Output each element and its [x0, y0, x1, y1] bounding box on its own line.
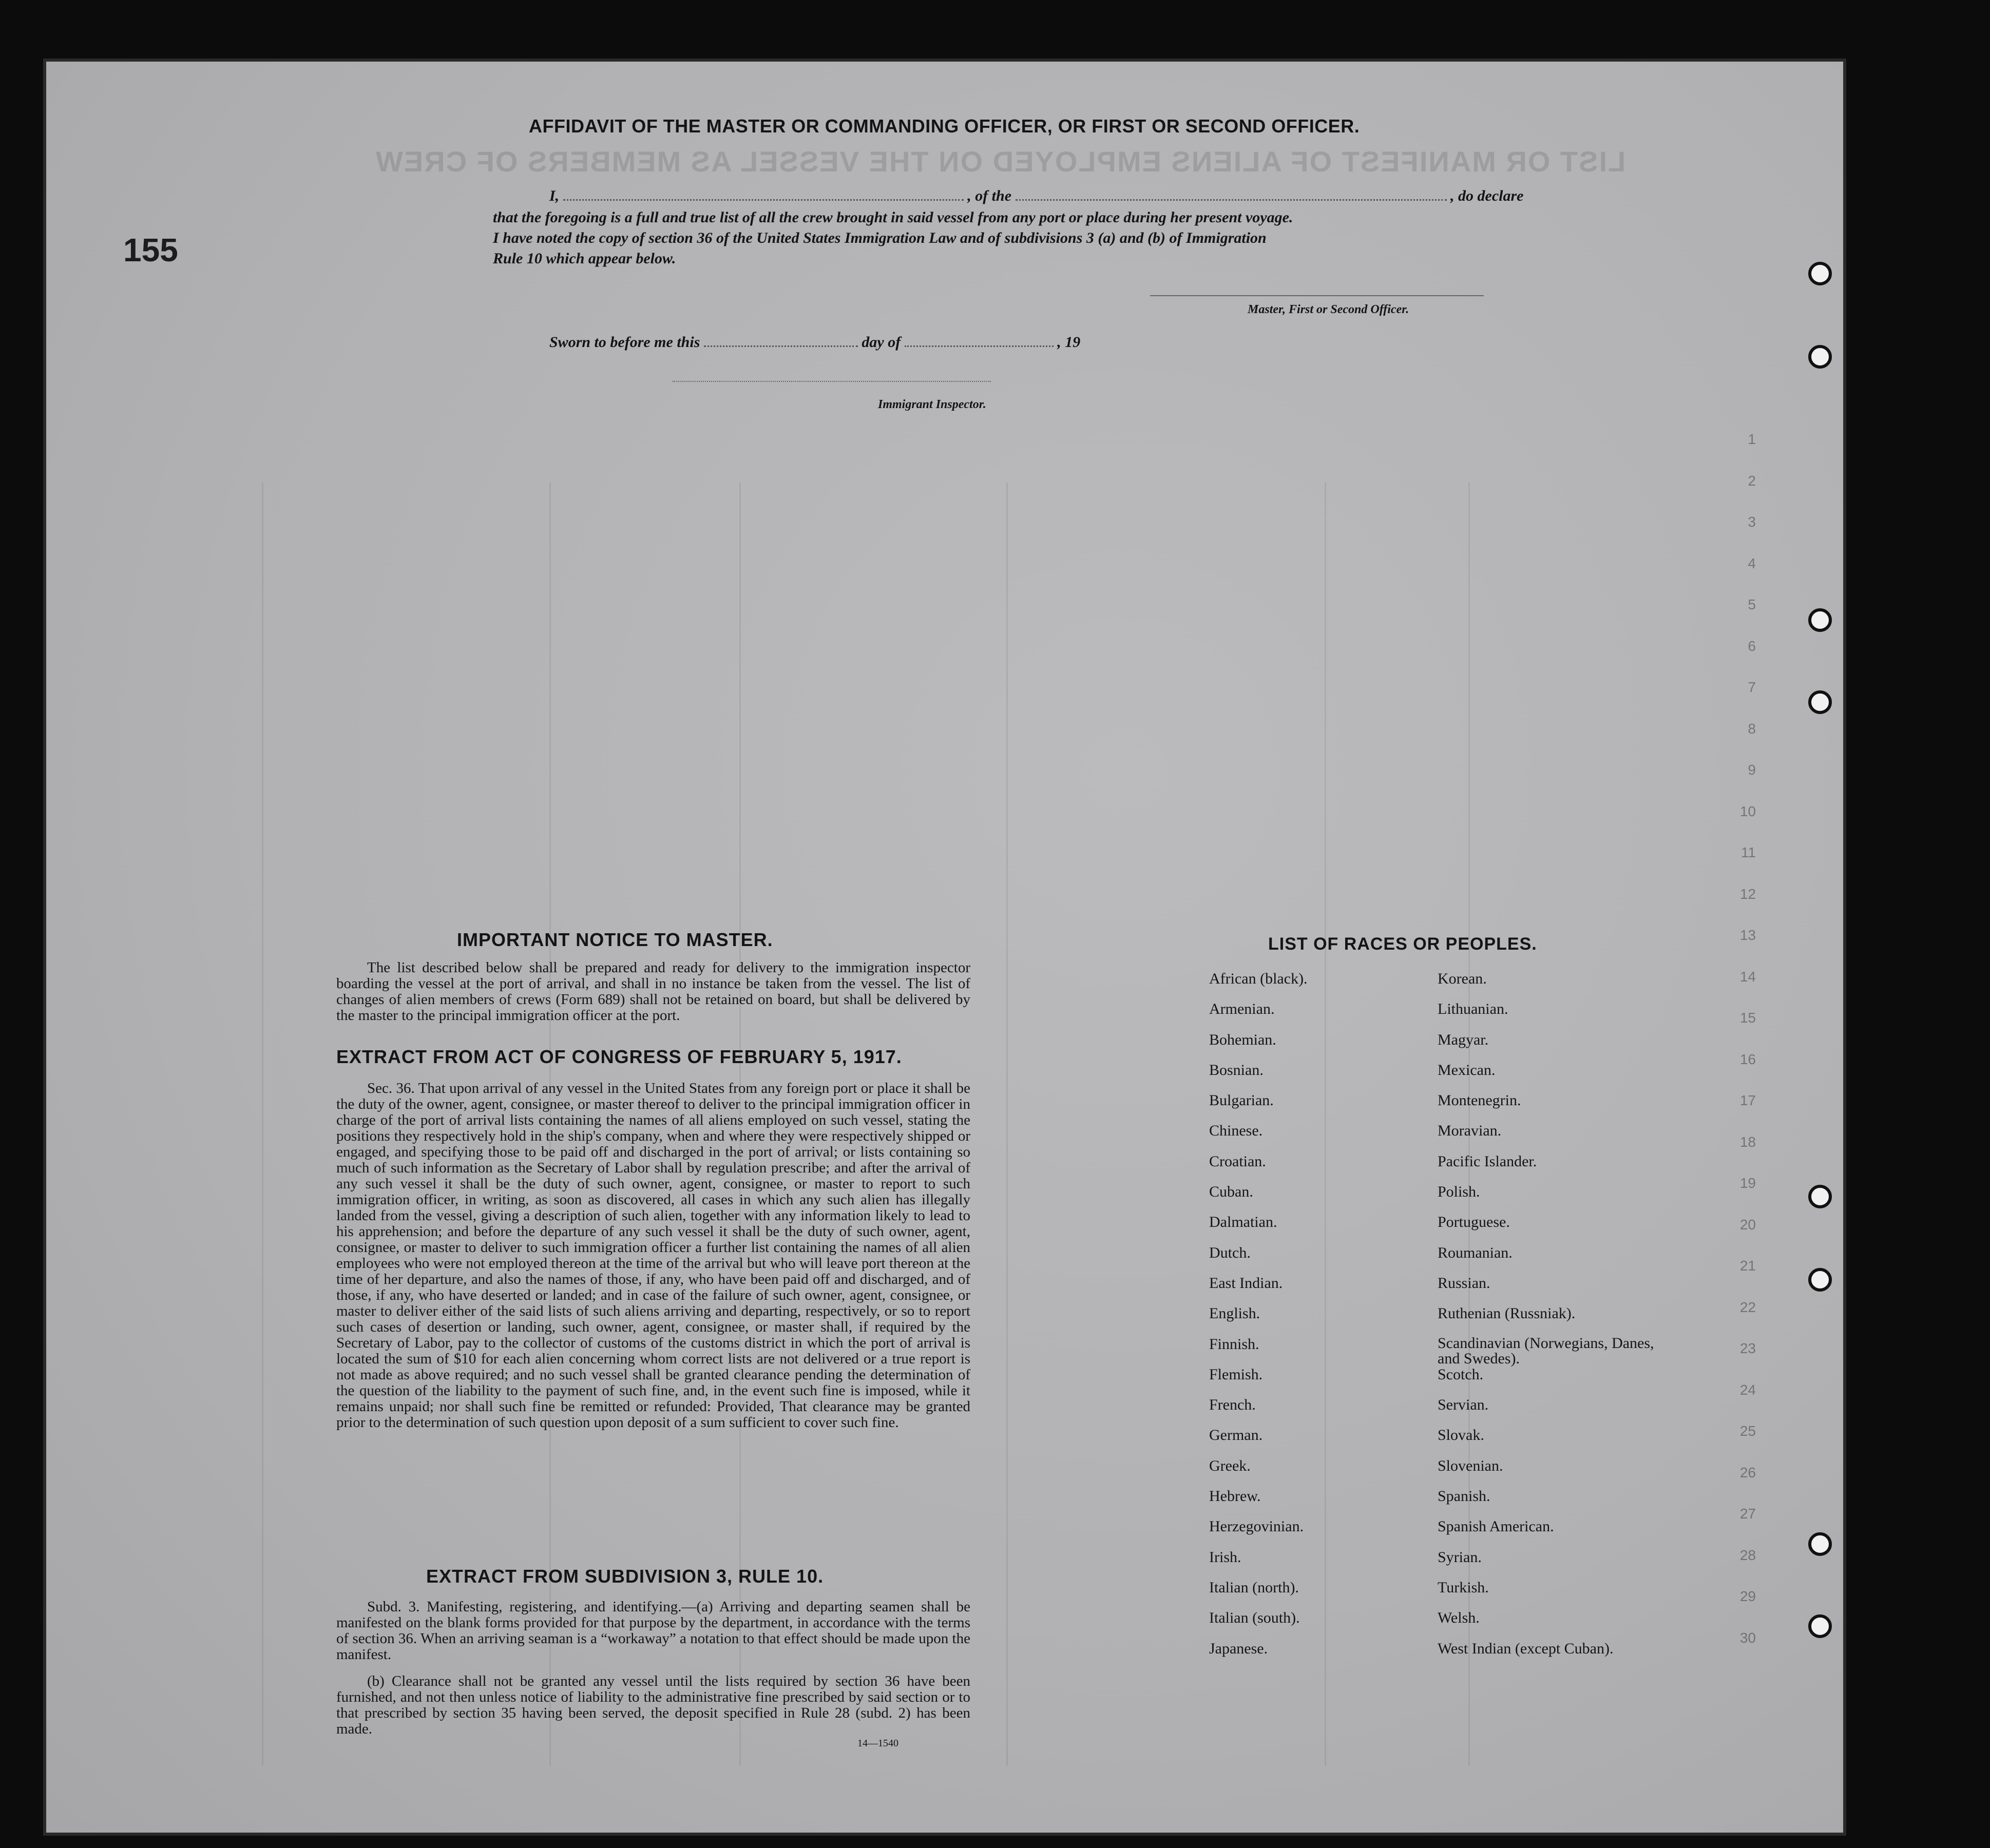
row-number: 6 [1748, 638, 1756, 654]
row-number: 19 [1739, 1175, 1756, 1191]
race-item: Polish. [1438, 1183, 1480, 1201]
punch-hole [1808, 1268, 1832, 1292]
sworn-month-blank[interactable] [905, 345, 1054, 347]
master-signature-line[interactable] [1150, 295, 1484, 296]
row-number: 18 [1739, 1133, 1756, 1150]
row-number: 16 [1739, 1051, 1756, 1067]
punch-hole [1808, 608, 1832, 632]
race-item: African (black). [1209, 970, 1308, 987]
race-item: Lithuanian. [1438, 1000, 1508, 1018]
vessel-blank[interactable] [1016, 199, 1447, 201]
race-item: Ruthenian (Russniak). [1438, 1305, 1576, 1322]
extract-rule-subd-b: (b) Clearance shall not be granted any vessel until the lists required by section 36 have been furnished, and not then unless notice of liability to the administrative fine prescribed by said section or to that prescribed by section 35 having been served, the deposit specified in Rule 28 (subd. 2) has been made. [336, 1673, 970, 1737]
extract-act-body: Sec. 36. That upon arrival of any vessel in the United States from any foreign port or place it shall be the duty of the owner, agent, consignee, or master thereof to deliver to the principal immigration officer in charge of the port of arrival lists containing the names of all aliens employed on such vessel, stating the positions they respectively hold in the ship's company, when and where they were respectively shipped or engaged, and specifying those to be paid off and discharged in the port of arrival; or lists containing so much of such information as the Secretary of Labor shall by regulation prescribe; and after the arrival of any such vessel it shall be the duty of such owner, agent, consignee, or master to report to such immigration officer, in writing, as soon as discovered, all cases in which any such alien has illegally landed from the vessel, giving a description of such alien, together with any information likely to lead to his apprehension; and before the departure of any such vessel it shall be the duty of such owner, agent, consignee, or master to deliver to such immigration officer a further list containing the names of all alien employees who were not employed thereon at the time of the arrival but who will leave port thereon at the time of her departure, and also the names of those, if any, who have been paid off and discharged, and of those, if any, who have deserted or landed; and in case of the failure of such owner, agent, consignee, or master to deliver either of the said lists of such aliens arriving and departing, respectively, or so to report such cases of desertion or landing, such owner, agent, consignee, or master shall, if required by the Secretary of Labor, pay to the collector of customs of the customs district in which the port of arrival is located the sum of $10 for each alien concerning whom correct lists are not delivered or a true report is not made as above required; and no such vessel shall be granted clearance pending the determination of the question of the liability to the payment of such fine, and, in the event such fine is imposed, while it remains unpaid; nor shall such fine be remitted or refunded: Provided, That clearance may be granted prior to the determination of such question upon deposit of a sum sufficient to cover such fine. [336, 1080, 970, 1431]
punch-hole [1808, 1532, 1832, 1556]
race-item: Scotch. [1438, 1365, 1484, 1383]
race-item: English. [1209, 1305, 1260, 1322]
row-number: 21 [1739, 1258, 1756, 1274]
row-number: 14 [1739, 968, 1756, 985]
row-number: 8 [1748, 720, 1756, 737]
row-number: 29 [1739, 1588, 1756, 1604]
row-number: 13 [1739, 927, 1756, 943]
race-item: Dutch. [1209, 1244, 1251, 1261]
punch-hole [1808, 1614, 1832, 1638]
race-item: Chinese. [1209, 1122, 1263, 1140]
race-item: Slovak. [1438, 1427, 1484, 1444]
race-item: German. [1209, 1427, 1263, 1444]
document-page [46, 62, 1843, 1833]
race-item: Portuguese. [1438, 1214, 1510, 1231]
race-item: Armenian. [1209, 1000, 1275, 1018]
row-number: 9 [1748, 762, 1756, 778]
race-item: Bosnian. [1209, 1061, 1264, 1079]
race-item: Cuban. [1209, 1183, 1253, 1201]
race-item: Italian (south). [1209, 1609, 1300, 1627]
row-number: 24 [1739, 1381, 1756, 1398]
row-number: 15 [1739, 1010, 1756, 1026]
affidavit-line1: I, , of the , do declare [549, 187, 1524, 204]
row-number: 25 [1739, 1423, 1756, 1439]
row-number: 17 [1739, 1092, 1756, 1108]
row-number: 20 [1739, 1216, 1756, 1233]
extract-act-title: EXTRACT FROM ACT OF CONGRESS OF FEBRUARY 5, 1917. [336, 1046, 902, 1067]
notice-body: The list described below shall be prepared and ready for delivery to the immigration inspector boarding the vessel at the port of arrival, and shall in no instance be taken from the vessel. The list of changes of alien members of crews (Form 689) shall not be retained on board, but shall be delivered by the master to the principal immigration officer at the port. [336, 959, 970, 1024]
races-left-column [1209, 970, 1425, 1670]
punch-hole [1808, 690, 1832, 714]
races-right-column [1438, 970, 1674, 1670]
punch-hole [1808, 262, 1832, 285]
affidavit-title: AFFIDAVIT OF THE MASTER OR COMMANDING OFFICER, OR FIRST OR SECOND OFFICER. [529, 116, 1360, 137]
form-number: 14—1540 [857, 1738, 898, 1749]
race-item: Welsh. [1438, 1609, 1480, 1627]
bleed-column-line [262, 483, 263, 1766]
affidavit-line4: Rule 10 which appear below. [493, 250, 676, 267]
page-number: 155 [123, 232, 178, 268]
row-number-column [1725, 431, 1756, 1671]
row-number: 23 [1739, 1340, 1756, 1356]
race-item: Russian. [1438, 1274, 1490, 1292]
master-signature-label: Master, First or Second Officer. [1248, 303, 1409, 316]
sworn-day-blank[interactable] [704, 345, 858, 347]
row-number: 5 [1748, 596, 1756, 612]
bleed-through-title: LIST OR MANIFEST OF ALIENS EMPLOYED ON THE VESSEL AS MEMBERS OF CREW [375, 145, 1626, 178]
races-title: LIST OF RACES OR PEOPLES. [1268, 934, 1537, 954]
inspector-signature-line[interactable] [673, 381, 991, 382]
row-number: 2 [1748, 472, 1756, 489]
row-number: 3 [1748, 514, 1756, 530]
race-item: Korean. [1438, 970, 1487, 987]
row-number: 1 [1748, 431, 1756, 447]
race-item: French. [1209, 1396, 1256, 1414]
row-number: 11 [1740, 844, 1756, 860]
race-item: Flemish. [1209, 1365, 1263, 1383]
row-number: 28 [1739, 1547, 1756, 1563]
race-item: West Indian (except Cuban). [1438, 1640, 1614, 1657]
row-number: 7 [1748, 679, 1756, 695]
extract-rule-subd-a: Subd. 3. Manifesting, registering, and identifying.—(a) Arriving and departing seamen shall be manifested on the blank forms provided for that purpose by the department, in accordance with the terms of section 36. When an arriving seaman is a “workaway” a notation to that effect should be made upon the manifest. [336, 1599, 970, 1663]
name-blank[interactable] [563, 199, 964, 201]
race-item: Irish. [1209, 1548, 1241, 1566]
race-item: Hebrew. [1209, 1488, 1261, 1505]
punch-hole [1808, 345, 1832, 369]
affidavit-line3: I have noted the copy of section 36 of the United States Immigration Law and of subdivisions 3 (a) and (b) of Immigration [493, 229, 1267, 246]
inspector-label: Immigrant Inspector. [878, 398, 986, 411]
race-item: Servian. [1438, 1396, 1489, 1414]
punch-hole [1808, 1185, 1832, 1208]
race-item: Roumanian. [1438, 1244, 1513, 1261]
row-number: 10 [1739, 803, 1756, 819]
race-item: Bulgarian. [1209, 1092, 1274, 1109]
race-item: Japanese. [1209, 1640, 1268, 1657]
row-number: 26 [1739, 1464, 1756, 1480]
extract-rule-title: EXTRACT FROM SUBDIVISION 3, RULE 10. [426, 1566, 824, 1587]
race-item: Herzegovinian. [1209, 1518, 1304, 1535]
race-item: Bohemian. [1209, 1031, 1276, 1048]
row-number: 4 [1748, 555, 1756, 571]
race-item: East Indian. [1209, 1274, 1283, 1292]
race-item: Scandinavian (Norwegians, Danes, and Swedes). [1438, 1334, 1654, 1367]
race-item: Dalmatian. [1209, 1214, 1277, 1231]
race-item: Mexican. [1438, 1061, 1496, 1079]
affidavit-line2: that the foregoing is a full and true list of all the crew brought in said vessel from any port or place during her present voyage. [493, 209, 1293, 226]
race-item: Syrian. [1438, 1548, 1482, 1566]
row-number: 27 [1739, 1506, 1756, 1522]
race-item: Croatian. [1209, 1152, 1266, 1170]
race-item: Spanish. [1438, 1488, 1490, 1505]
race-item: Pacific Islander. [1438, 1152, 1537, 1170]
row-number: 30 [1739, 1629, 1756, 1646]
row-number: 12 [1739, 886, 1756, 902]
race-item: Montenegrin. [1438, 1092, 1521, 1109]
race-item: Spanish American. [1438, 1518, 1554, 1535]
notice-title: IMPORTANT NOTICE TO MASTER. [457, 929, 773, 950]
race-item: Finnish. [1209, 1335, 1259, 1353]
race-item: Italian (north). [1209, 1578, 1299, 1596]
row-number: 22 [1739, 1299, 1756, 1315]
race-item: Greek. [1209, 1457, 1251, 1474]
race-item: Magyar. [1438, 1031, 1489, 1048]
bleed-column-line [1006, 483, 1008, 1766]
sworn-line: Sworn to before me this day of , 19 [549, 334, 1081, 351]
race-item: Slovenian. [1438, 1457, 1503, 1474]
race-item: Turkish. [1438, 1578, 1489, 1596]
race-item: Moravian. [1438, 1122, 1502, 1140]
